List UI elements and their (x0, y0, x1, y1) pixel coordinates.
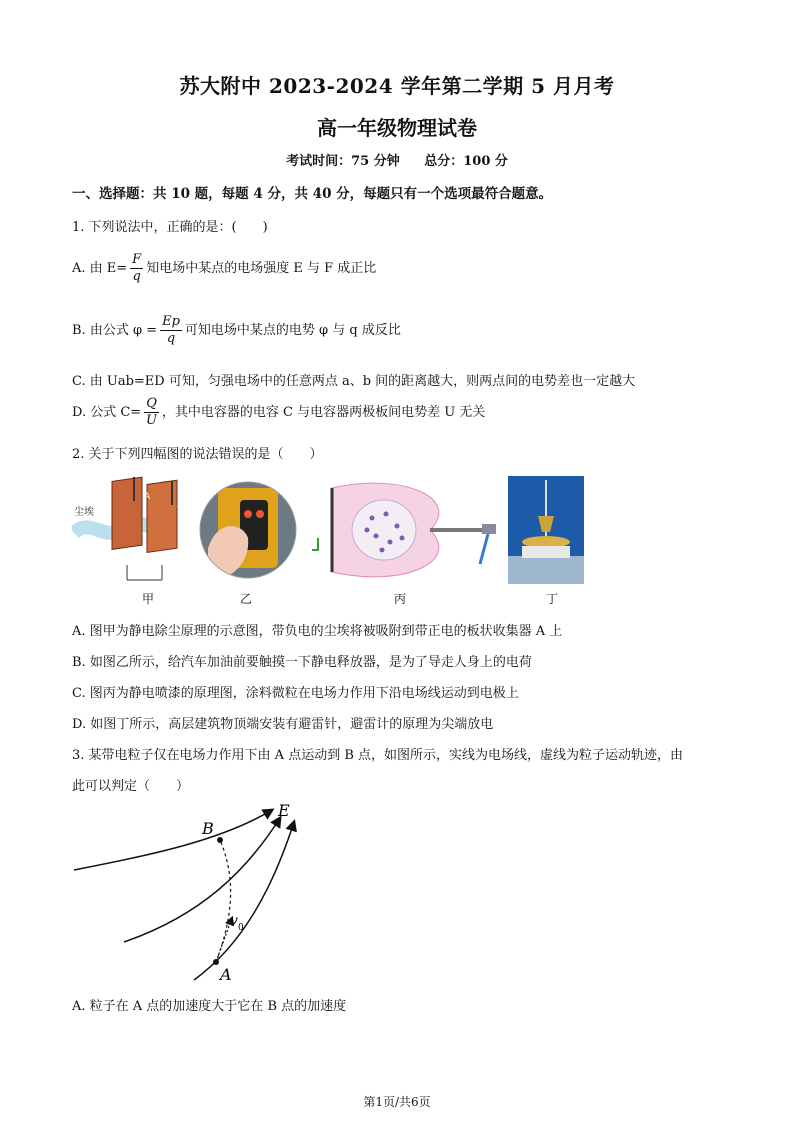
q2-stem: 2. 关于下列四幅图的说法错误的是（ ） (72, 447, 323, 462)
q1-a-den: q (132, 269, 141, 284)
q3-stem-line2: 此可以判定（ ） (72, 779, 190, 794)
exam-time: 考试时间：75 分钟 (286, 154, 400, 169)
label-e: E (278, 801, 290, 820)
label-a: A (220, 965, 232, 984)
q1-d-pre: D. 公式 C= (72, 405, 142, 420)
particle-trajectory (216, 840, 231, 962)
q1-b-post: 可知电场中某点的电势 φ 与 q 成反比 (184, 323, 401, 338)
q1-b-num: Ep (162, 314, 180, 329)
q1-a-fraction (130, 252, 143, 285)
label-v-sub: 0 (238, 923, 244, 933)
point-a (213, 959, 219, 965)
q1-option-b (72, 314, 401, 347)
caption-ding: 丁 (546, 592, 559, 606)
q2-option-d: D. 如图丁所示，高层建筑物顶端安装有避雷针，避雷计的原理为尖端放电 (72, 717, 494, 732)
label-v: v (230, 913, 238, 929)
plate-label-1: A (144, 491, 151, 501)
q3-option-a: A. 粒子在 A 点的加速度大于它在 B 点的加速度 (72, 999, 347, 1014)
q2-option-c: C. 图丙为静电喷漆的原理图，涂料微粒在电场力作用下沿电场线运动到电极上 (72, 686, 519, 701)
exam-score: 总分：100 分 (424, 154, 508, 169)
field-line-3 (194, 822, 294, 980)
q2-option-b: B. 如图乙所示，给汽车加油前要触摸一下静电释放器，是为了导走人身上的电荷 (72, 655, 532, 670)
q1-a-post: 知电场中某点的电场强度 E 与 F 成正比 (146, 261, 377, 276)
exam-title: 苏大附中 2023-2024 学年第二学期 5 月月考 (179, 74, 615, 98)
figure-bing-spray-painting (312, 478, 504, 586)
q1-option-d (72, 396, 485, 429)
figure-yi-discharger (198, 478, 298, 582)
caption-jia: 甲 (142, 592, 155, 606)
q1-a-pre: A. 由 E= (72, 261, 128, 276)
q1-a-num: F (132, 252, 142, 267)
field-line-1 (74, 810, 272, 870)
q1-d-num: Q (146, 396, 157, 411)
exam-subtitle: 高一年级物理试卷 (317, 116, 477, 140)
figure-q3-field-lines (72, 800, 312, 990)
plate-label-2: A (177, 499, 184, 509)
caption-bing: 丙 (394, 592, 407, 606)
q1-option-c: C. 由 Uab=ED 可知，匀强电场中的任意两点 a、b 间的距离越大，则两点间的电势差也一定越大 (72, 374, 636, 389)
figure-jia-precipitator (72, 475, 194, 587)
dust-label: 尘埃 (74, 507, 94, 518)
q1-b-den: q (166, 331, 176, 346)
q1-b-pre: B. 由公式 φ = (72, 323, 158, 338)
q3-stem-line1: 3. 某带电粒子仅在电场力作用下由 A 点运动到 B 点，如图所示，实线为电场线，虚线为粒子运动轨迹，由 (72, 748, 684, 763)
section-heading: 一、选择题：共 10 题，每题 4 分，共 40 分，每题只有一个选项最符合题意。 (72, 186, 553, 202)
label-b: B (202, 819, 214, 838)
q1-stem: 1. 下列说法中，正确的是：( ) (72, 220, 268, 235)
q1-d-post: ，其中电容器的电容 C 与电容器两极板间电势差 U 无关 (161, 405, 486, 420)
point-b (217, 837, 223, 843)
q1-d-fraction (144, 396, 159, 429)
caption-yi: 乙 (240, 592, 253, 606)
q1-option-a (72, 252, 376, 285)
q1-b-fraction (160, 314, 182, 347)
q2-option-a: A. 图甲为静电除尘原理的示意图，带负电的尘埃将被吸附到带正电的板状收集器 A 上 (72, 624, 563, 639)
page-footer: 第1页/共6页 (363, 1095, 431, 1109)
q1-d-den: U (146, 413, 158, 428)
figure-ding-lightning-rod (508, 476, 584, 584)
exam-meta (0, 150, 794, 169)
